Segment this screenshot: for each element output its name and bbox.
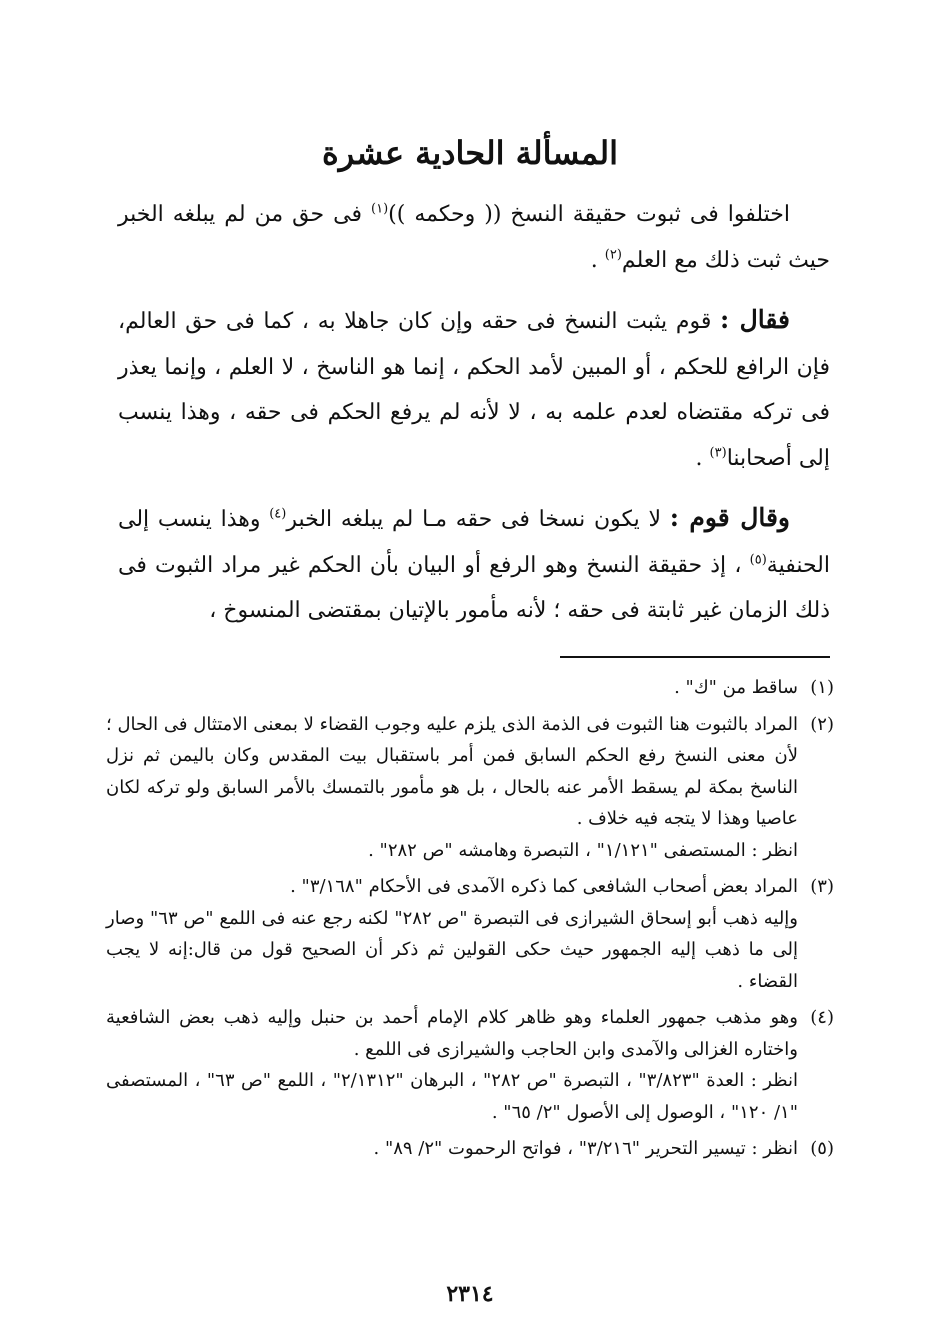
footnote-text: المراد بالثبوت هنا الثبوت فى الذمة الذى يلزم عليه وجوب القضاء لا بمعنى الامتثال فى الحال ؛ لأن معنى النسخ رفع الحكم السابق فمن أمر باستقبال بيت المقدس وكان باليمن ثم نزل الناسخ بمكة لم يسقط الأمر عنه بالحال ، بل هو مأمور بالتمسك بالأمر السابق ولو تركه لكان عاصيا وهذا لا يتجه فيه خلاف . (106, 713, 798, 829)
footnote (106, 1133, 834, 1165)
paragraph-text: . (590, 247, 605, 273)
footnote-ref[interactable]: (٤) (269, 506, 287, 522)
paragraph-lead: وقال قوم : (669, 503, 790, 532)
footnote-number: (٤) (810, 1007, 834, 1028)
footnote (106, 709, 834, 867)
paragraph-text: ، إذ حقيقة النسخ وهو الرفع أو البيان بأن الحكم غير مراد الثبوت فى ذلك الزمان غير ثابتة فى حقه ؛ لأنه مأمور بالإتيان بمقتضى المنسوخ ، (118, 552, 830, 623)
footnote (106, 871, 834, 997)
paragraph-text: اختلفوا فى ثبوت حقيقة النسخ (( وحكمه )) (388, 202, 790, 227)
footnote-text: انظر : المستصفى "١/١٢١" ، التبصرة وهامشه "ص ٢٨٢" . (368, 839, 798, 861)
footnote-text: انظر : العدة "٣/٨٢٣" ، التبصرة "ص ٢٨٢" ، البرهان "٢/١٣١٢" ، اللمع "ص ٦٣" ، المستصفى "١/ ١٢٠" ، الوصول إلى الأصول "٢/ ٦٥" . (106, 1070, 798, 1123)
paragraph-lead: فقال : (720, 305, 790, 334)
footnote (106, 1002, 834, 1128)
paragraph-text: لا يكون نسخا فى حقه مـا لم يبلغه الخبر (286, 507, 670, 532)
footnotes (106, 672, 834, 1165)
footnote-divider (560, 656, 830, 658)
footnote-ref[interactable]: (١) (371, 201, 389, 217)
main-text (118, 192, 830, 634)
page-number: ٢٣١٤ (446, 1281, 494, 1307)
paragraph-text: . (695, 445, 710, 471)
paragraph-3 (118, 495, 830, 634)
paragraph-1 (118, 192, 830, 283)
paragraph-text: وهذا ينسب إلى الحنفية (118, 507, 830, 578)
footnote-text: ساقط من "ك" . (674, 677, 798, 698)
section-title: المسألة الحادية عشرة (321, 134, 619, 172)
footnote-ref[interactable]: (٥) (749, 552, 767, 568)
paragraph-text: فى حق من لم يبلغه الخبر حيث ثبت ذلك مع العلم (118, 202, 830, 273)
footnote (106, 672, 834, 704)
footnote-text: انظر : تيسير التحرير "٣/٢١٦" ، فواتح الرحموت "٢/ ٨٩" . (373, 1138, 798, 1159)
footnote-text: المراد بعض أصحاب الشافعى كما ذكره الآمدى فى الأحكام "٣/١٦٨" . (290, 876, 798, 897)
footnote-text: وإليه ذهب أبو إسحاق الشيرازى فى التبصرة "ص ٢٨٢" لكنه رجع عنه فى اللمع "ص ٦٣" وصار إلى ما ذهب إليه الجمهور حيث حكى القولين ثم ذكر أن الصحيح قول من قال:إنه لا يجب القضاء . (106, 907, 798, 992)
footnote-number: (٢) (810, 713, 834, 735)
paragraph-2 (118, 297, 830, 481)
footnote-ref[interactable]: (٣) (709, 445, 727, 461)
footnote-number: (١) (810, 677, 834, 698)
footnote-number: (٣) (810, 876, 834, 897)
footnote-ref[interactable]: (٢) (604, 247, 622, 263)
footnote-text: وهو مذهب جمهور العلماء وهو ظاهر كلام الإمام أحمد بن حنبل وإليه ذهب بعض الشافعية واختاره الغزالى والآمدى وابن الحاجب والشيرازى فى اللمع . (106, 1007, 798, 1060)
footnote-number: (٥) (810, 1138, 834, 1159)
paragraph-text: قوم يثبت النسخ فى حقه وإن كان جاهلا به ، كما فى حق العالم، فإن الرافع للحكم ، أو المبين لأمد الحكم ، إنما هو الناسخ ، لا العلم ، وإنما يعذر فى تركه مقتضاه لعدم علمه به ، لا لأنه لم يرفع الحكم فى حقه ، وهذا ينسب إلى أصحابنا (118, 309, 830, 471)
